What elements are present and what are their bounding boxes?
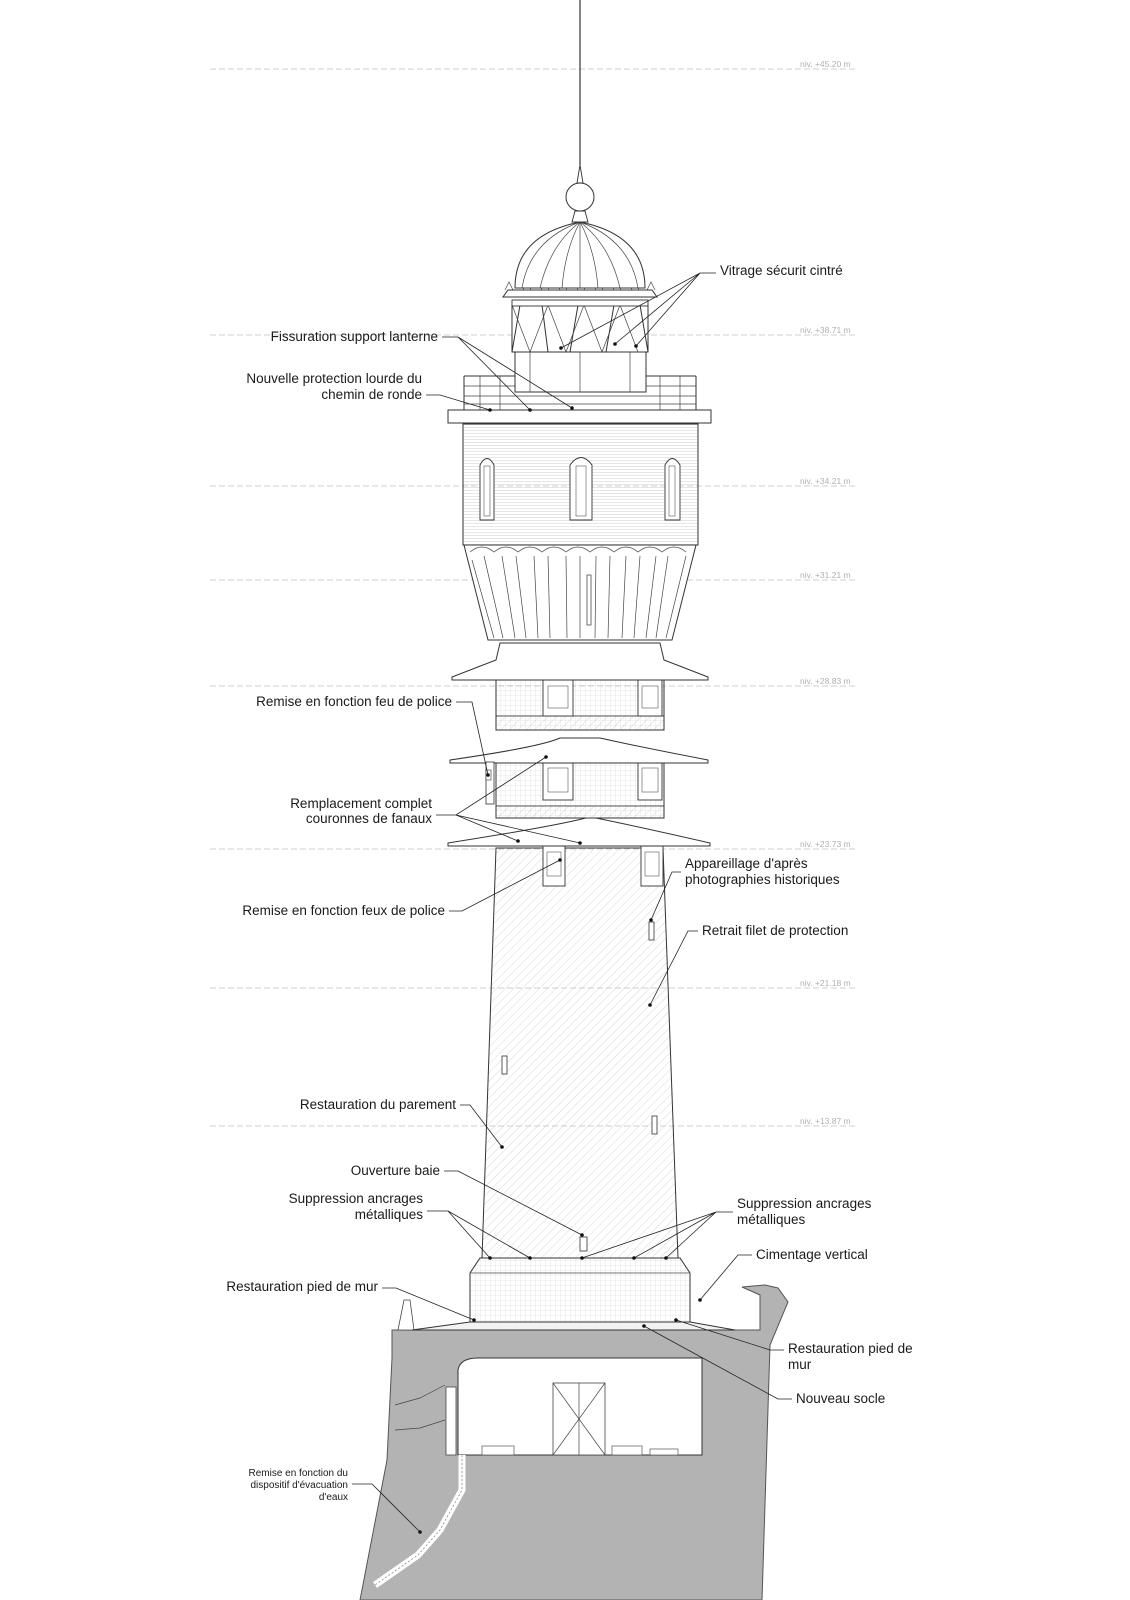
label-fissuration: Fissuration support lanterne [270, 329, 438, 344]
level-label: niv. +34.21 m [800, 476, 851, 486]
lantern-base [515, 352, 646, 392]
label-protection: Nouvelle protection lourde du [246, 371, 422, 386]
label-suppression-left-2: métalliques [354, 1207, 423, 1222]
label-pied-mur-left: Restauration pied de mur [226, 1279, 378, 1294]
tower-base-masonry [470, 1258, 690, 1322]
fluted-corbel [464, 545, 696, 640]
label-feux-police: Remise en fonction feux de police [242, 903, 445, 918]
label-suppression-right: Suppression ancrages [737, 1196, 872, 1211]
label-evacuation-3: d'eaux [318, 1492, 348, 1503]
label-pied-mur-right-2: mur [788, 1357, 812, 1372]
label-parement: Restauration du parement [299, 1097, 456, 1112]
label-socle: Nouveau socle [796, 1391, 886, 1406]
tower-shaft [482, 848, 678, 1258]
label-ouverture: Ouverture baie [350, 1163, 440, 1178]
label-cimentage: Cimentage vertical [756, 1247, 868, 1262]
label-suppression-left: Suppression ancrages [288, 1191, 423, 1206]
label-evacuation-2: dispositif d'évacuation [250, 1480, 348, 1491]
level-label: niv. +23.73 m [800, 839, 851, 849]
label-evacuation: Remise en fonction du [248, 1468, 348, 1479]
label-appareillage-2: photographies historiques [685, 872, 840, 887]
level-label: niv. +38.71 m [800, 325, 851, 335]
level-label: niv. +28.83 m [800, 676, 851, 686]
lantern-dome [515, 0, 645, 288]
level-label: niv. +13.87 m [800, 1116, 851, 1126]
level-label: niv. +31.21 m [800, 570, 851, 580]
level-labels [800, 59, 851, 1126]
level-label: niv. +21.18 m [800, 978, 851, 988]
label-appareillage: Appareillage d'après [685, 856, 808, 871]
label-retrait: Retrait filet de protection [702, 923, 849, 938]
gallery-middle [450, 738, 708, 763]
label-pied-mur-right: Restauration pied de [788, 1341, 913, 1356]
label-protection-2: chemin de ronde [321, 387, 422, 402]
label-feu-police: Remise en fonction feu de police [256, 694, 452, 709]
label-remplacement-2: couronnes de fanaux [305, 811, 432, 826]
label-suppression-right-2: métalliques [737, 1212, 806, 1227]
gallery-upper [452, 643, 708, 680]
level-label: niv. +45.20 m [800, 59, 851, 69]
rock-pylon [398, 1300, 414, 1330]
lantern-crown [503, 290, 657, 297]
label-vitrage: Vitrage sécurit cintré [720, 263, 843, 278]
lantern-platform [448, 410, 711, 423]
label-remplacement: Remplacement complet [290, 796, 432, 811]
lantern-glazing [512, 300, 648, 352]
